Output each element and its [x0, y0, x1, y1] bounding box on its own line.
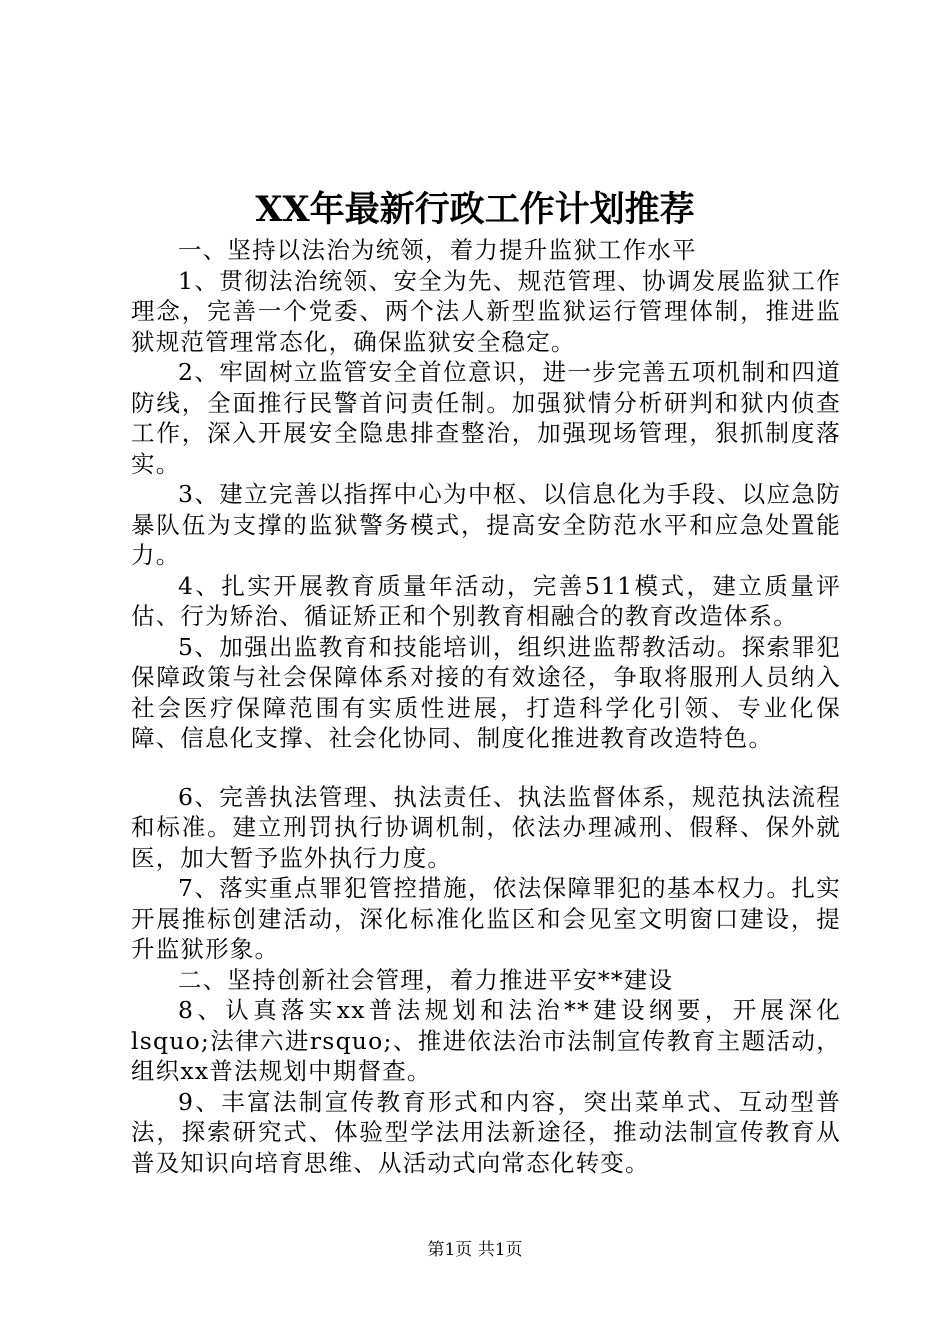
paragraph-item-7: 7、落实重点罪犯管控措施，依法保障罪犯的基本权力。扎实开展推标创建活动，深化标准化监区和会见室文明窗口建设，提升监狱形象。	[131, 874, 841, 963]
document-title: XX年最新行政工作计划推荐	[255, 189, 695, 230]
paragraph-item-4: 4、扎实开展教育质量年活动，完善511模式，建立质量评估、行为矫治、循证矫正和个别教育相融合的教育改造体系。	[131, 571, 841, 630]
page-footer: 第1页 共1页	[427, 1240, 523, 1260]
paragraph-item-6: 6、完善执法管理、执法责任、执法监督体系，规范执法流程和标准。建立刑罚执行协调机制，依法办理减刑、假释、保外就医，加大暂予监外执行力度。	[131, 782, 841, 872]
section-heading-1: 一、坚持以法治为统领，着力提升监狱工作水平	[178, 236, 697, 264]
paragraph-item-9: 9、丰富法制宣传教育形式和内容，突出菜单式、互动型普法，探索研究式、体验型学法用法新途径，推动法制宣传教育从普及知识向培育思维、从活动式向常态化转变。	[131, 1087, 841, 1177]
document-body	[131, 235, 841, 1178]
section-heading-2: 二、坚持创新社会管理，着力推进平安**建设	[178, 965, 674, 994]
paragraph-item-2: 2、牢固树立监管安全首位意识，进一步完善五项机制和四道防线，全面推行民警首问责任制。加强狱情分析研判和狱内侦查工作，深入开展安全隐患排查整治，加强现场管理，狠抓制度落实。	[131, 358, 841, 478]
paragraph-item-8: 8、认真落实xx普法规划和法治**建设纲要，开展深化lsquo;法律六进rsquo;、推进依法治市法制宣传教育主题活动，组织xx普法规划中期督查。	[131, 996, 841, 1085]
paragraph-item-3: 3、建立完善以指挥中心为中枢、以信息化为手段、以应急防暴队伍为支撑的监狱警务模式，提高安全防范水平和应急处置能力。	[131, 480, 841, 569]
paragraph-item-1: 1、贯彻法治统领、安全为先、规范管理、协调发展监狱工作理念，完善一个党委、两个法人新型监狱运行管理体制，推进监狱规范管理常态化，确保监狱安全稳定。	[131, 266, 841, 356]
paragraph-item-5: 5、加强出监教育和技能培训，组织进监帮教活动。探索罪犯保障政策与社会保障体系对接的有效途径，争取将服刑人员纳入社会医疗保障范围有实质性进展，打造科学化引领、专业化保障、信息化支撑、社会化协同、制度化推进教育改造特色。	[131, 632, 841, 752]
